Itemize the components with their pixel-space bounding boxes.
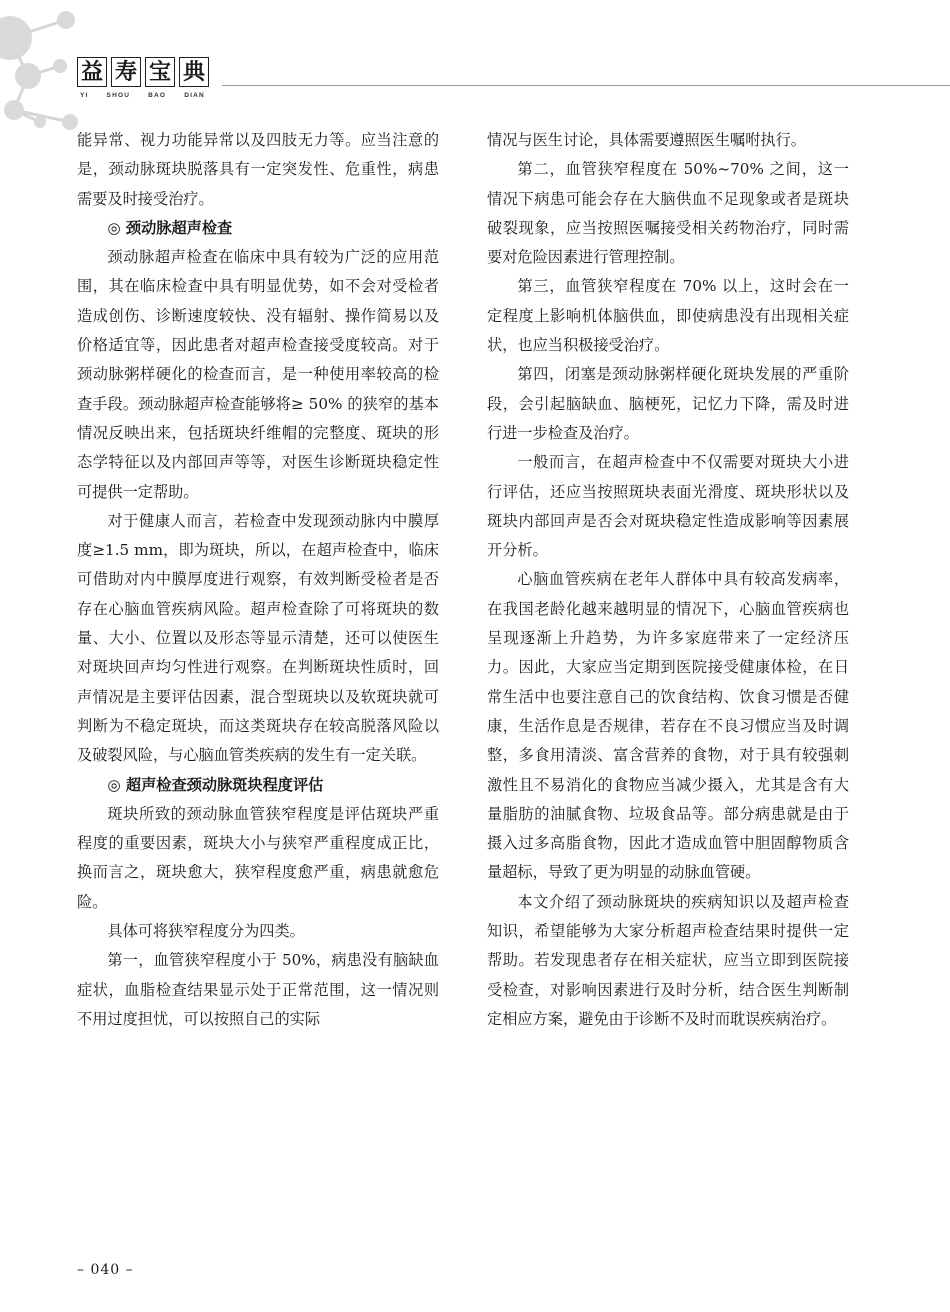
paragraph: 对于健康人而言，若检查中发现颈动脉内中膜厚度≥1.5 mm，即为斑块，所以，在超声检查中，临床可借助对内中膜厚度进行观察，有效判断受检者是否存在心脑血管疾病风险。超声检查除了可将斑块的数量、大小、位置以及形态等显示清楚，还可以使医生对斑块回声均匀性进行观察。在判断斑块性质时，回声情况是主要评估因素，混合型斑块以及软斑块就可判断为不稳定斑块，而这类斑块存在较高脱落风险以及破裂风险，与心脑血管类疾病的发生有一定关联。 [77,511,439,765]
header-rule [222,85,950,86]
paragraph: 能异常、视力功能异常以及四肢无力等。应当注意的是，颈动脉斑块脱落具有一定突发性、危重性，病患需要及时接受治疗。 [77,131,439,208]
paragraph: 一般而言，在超声检查中不仅需要对斑块大小进行评估，还应当按照斑块表面光滑度、斑块形状以及斑块内部回声是否会对斑块稳定性造成影响等因素展开分析。 [487,453,849,560]
paragraph: 第一，血管狭窄程度小于 50%，病患没有脑缺血症状，血脂检查结果显示处于正常范围，这一情况则不用过度担忧，可以按照自己的实际 [77,951,439,1028]
paragraph: 第二，血管狭窄程度在 50%~70% 之间，这一情况下病患可能会存在大脑供血不足现象或者是斑块破裂现象，应当按照医嘱接受相关药物治疗，同时需要对危险因素进行管理控制。 [487,160,849,267]
paragraph: 心脑血管疾病在老年人群体中具有较高发病率，在我国老龄化越来越明显的情况下，心脑血管疾病也呈现逐渐上升趋势，为许多家庭带来了一定经济压力。因此，大家应当定期到医院接受健康体检，在日常生活中也要注意自己的饮食结构、饮食习惯是否健康，生活作息是否规律，若存在不良习惯应当及时调整，多食用清淡、富含营养的食物，对于具有较强刺激性且不易消化的食物应当减少摄入，尤其是含有大量脂肪的油腻食物、垃圾食品等。部分病患就是由于摄入过多高脂食物，因此才造成血管中胆固醇物质含量超标，导致了更为明显的动脉血管硬。 [487,570,849,882]
brand-logo [77,57,209,87]
brand-char: 典 [179,57,209,87]
brand-char: 益 [77,57,107,87]
paragraph: 斑块所致的颈动脉血管狭窄程度是评估斑块严重程度的重要因素，斑块大小与狭窄严重程度成正比，换而言之，斑块愈大，狭窄程度愈严重，病患就愈危险。 [77,804,439,911]
paragraph: 本文介绍了颈动脉斑块的疾病知识以及超声检查知识，希望能够为大家分析超声检查结果时提供一定帮助。若发现患者存在相关症状，应当立即到医院接受检查，对影响因素进行及时分析，结合医生判断制定相应方案，避免由于诊断不及时而耽误疾病治疗。 [487,892,849,1028]
paragraph: 具体可将狭窄程度分为四类。 [107,922,305,941]
page-number: – 040 – [77,1262,134,1278]
left-column [77,126,439,1034]
section-heading: ◎ 超声检查颈动脉斑块程度评估 [107,775,324,794]
paragraph: 情况与医生讨论，具体需要遵照医生嘱咐执行。 [487,131,806,149]
brand-char: 寿 [111,57,141,87]
paragraph: 第四，闭塞是颈动脉粥样硬化斑块发展的严重阶段，会引起脑缺血、脑梗死，记忆力下降，需及时进行进一步检查及治疗。 [487,365,849,442]
right-column [487,126,849,1034]
section-heading: ◎ 颈动脉超声检查 [107,218,233,237]
brand-pinyin-syllable: SHOU [106,92,131,99]
brand-pinyin-syllable: YI [80,92,89,99]
paragraph: 第三，血管狭窄程度在 70% 以上，这时会在一定程度上影响机体脑供血，即使病患没有出现相关症状，也应当积极接受治疗。 [487,277,849,355]
brand-pinyin-syllable: BAO [148,92,167,99]
brand-pinyin-syllable: DIAN [184,92,205,99]
paragraph: 颈动脉超声检查在临床中具有较为广泛的应用范围，其在临床检查中具有明显优势，如不会对受检者造成创伤、诊断速度较快、没有辐射、操作简易以及价格适宜等，因此患者对超声检查接受度较高。对于颈动脉粥样硬化的检查而言，是一种使用率较高的检查手段。颈动脉超声检查能够将≥ 50% 的狭窄的基本情况反映出来，包括斑块纤维帽的完整度、斑块的形态学特征以及内部回声等等，对医生诊断斑块稳定性可提供一定帮助。 [77,248,439,501]
brand-pinyin [80,92,205,99]
brand-char: 宝 [145,57,175,87]
